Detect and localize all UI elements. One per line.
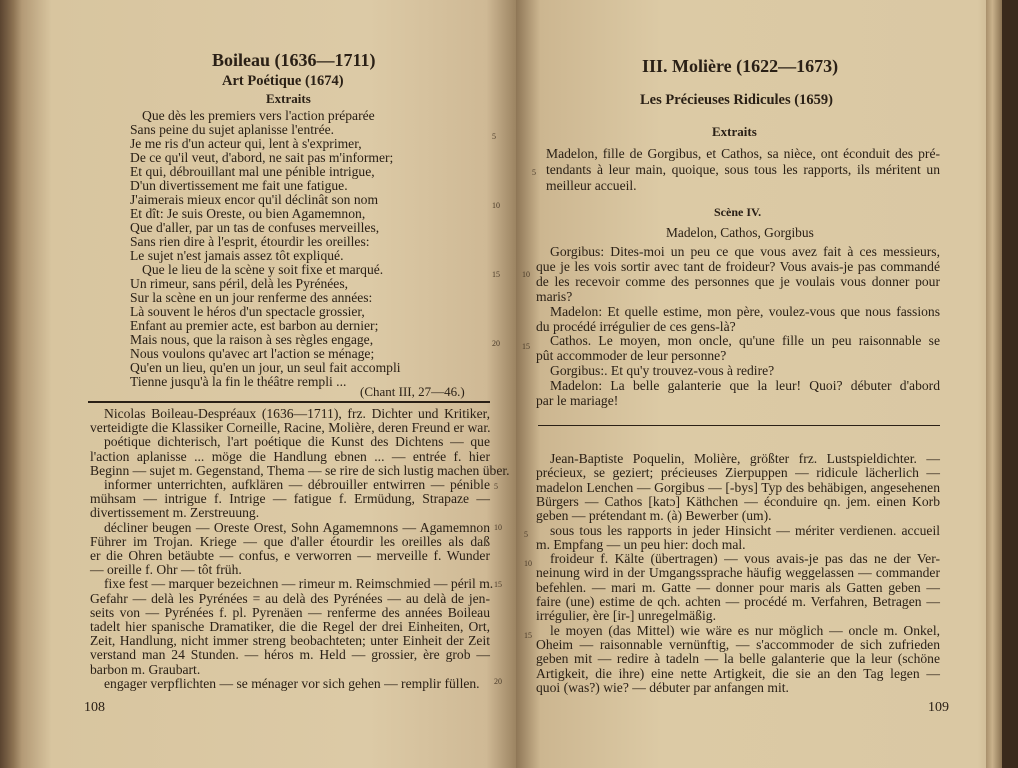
- dialogue-line: maris?: [536, 288, 573, 304]
- line-number: 5: [524, 530, 528, 539]
- line-number: 10: [492, 201, 500, 210]
- dialogue-line: Madelon: La belle galanterie que la leur! Quoi? débuter d'abord: [550, 378, 940, 394]
- line-number: 5: [494, 482, 498, 491]
- note-line: mühsam — intrigue f. Intrige — fatigue f. Ermüdung, Strapaze —: [90, 491, 490, 507]
- note-line: irrégulier, ère [ir-] unregelmäßig.: [536, 608, 716, 624]
- poem-line: Et qui, débrouillant mal une pénible intrigue,: [130, 164, 375, 179]
- characters: Madelon, Cathos, Gorgibus: [666, 225, 814, 240]
- poem-line: Que le lieu de la scène y soit fixe et marqué.: [142, 262, 384, 277]
- note-line: l'action aplanisse ... möge die Handlung ebnen ... — entrée f. hier: [90, 448, 490, 464]
- book-edge-left: [0, 0, 22, 768]
- dialogue-line: pût accommoder de leur personne?: [536, 348, 727, 364]
- note-line: Gefahr — delà les Pyrénées = au delà des Pyrénées — au delà de jen-: [90, 590, 490, 606]
- dialogue-line: Madelon: Et quelle estime, mon père, voulez-vous que nous fassions: [550, 303, 940, 319]
- dialogue-line: de les recevoir comme des personnes que je voulais vous donner pour: [536, 273, 940, 289]
- note-line: geben mit — redire à tadeln — la belle galanterie que la leur (schöne: [536, 651, 940, 667]
- dialogue-line: Cathos. Le moyen, mon oncle, qu'une fille un peu raisonnable se: [550, 333, 940, 349]
- note-line: Beginn — sujet m. Gegenstand, Thema — se rire de sich lustig machen über.: [90, 462, 510, 478]
- poem-line: Un rimeur, sans péril, delà les Pyrénées,: [130, 276, 349, 291]
- note-line: divertissement m. Zerstreuung.: [90, 505, 260, 521]
- note-line: tadelt hier spanische Dramatiker, die die Regel der drei Einheiten, Ort,: [90, 619, 490, 634]
- note-line: engager verpflichten — se ménager vor sich gehen — remplir füllen.: [104, 675, 480, 691]
- note-line: verstand man 24 Stunden. — héros m. Held — grossier, ère grob —: [90, 647, 490, 663]
- line-number: 20: [494, 677, 502, 686]
- note-line: — oreille f. Ohr — tôt früh.: [90, 562, 242, 578]
- note-line: madelon Lenchen — Gorgibus — [-bys] Typ des behäbigen, angesehenen: [536, 479, 940, 495]
- poem-line: Que d'aller, par un tas de confuses merveilles,: [130, 220, 380, 235]
- left-page-subtitle: Art Poétique (1674): [222, 73, 344, 89]
- note-line: faire (une) estime de qch. achten — procédé m. Verfahren, Betragen —: [536, 594, 940, 609]
- page-number: 109: [928, 700, 949, 715]
- line-number: 15: [492, 270, 500, 279]
- note-line: seits von — Pyrénées f. pl. Pyrenäen — renferme des années Boileau: [90, 604, 490, 620]
- note-line: décliner beugen — Oreste Orest, Sohn Agamemnons — Agamemnon: [104, 519, 490, 535]
- note-line: quoi (was?) wie? — débuter par anfangen mit.: [536, 679, 789, 695]
- note-line: Artigkeit, die ihre) eine nette Artigkeit, die sie an den Tag legen —: [536, 665, 940, 681]
- note-line: neinung wird in der Umgangssprache häufig weggelassen — commander: [536, 565, 940, 581]
- dialogue-line: Gorgibus: Dites-moi un peu ce que vous avez fait à ces messieurs,: [550, 244, 940, 259]
- dialogue-line: que je les vois sortir avec tant de froideur? Vous avais-je pas commandé: [536, 258, 940, 274]
- note-line: précieux, se geziert; précieuses Zierpuppen — ridicule lächerlich —: [536, 465, 940, 481]
- poem-line: Enfant au premier acte, est barbon au dernier;: [130, 318, 379, 333]
- divider: [538, 425, 940, 426]
- dialogue-line: Gorgibus:. Et qu'y trouvez-vous à redire?: [550, 363, 775, 379]
- note-line: befehlen. — mari m. Gatte — donner pour maris als Gatten geben —: [536, 579, 940, 595]
- note-line: Nicolas Boileau-Despréaux (1636—1711), frz. Dichter und Kritiker,: [104, 406, 490, 421]
- poem-line: Et dît: Je suis Oreste, ou bien Agamemnon,: [130, 206, 366, 221]
- divider: [88, 401, 490, 403]
- line-number: 10: [524, 559, 532, 568]
- note-line: geben — prétendant m. (à) Bewerber (um).: [536, 508, 772, 524]
- poem-line: Je me ris d'un acteur qui, lent à s'exprimer,: [130, 136, 362, 151]
- line-number: 5: [492, 132, 496, 141]
- poem-line: D'un divertissement me fait une fatigue.: [130, 178, 348, 193]
- poem-line: J'aimerais mieux encor qu'il déclinât son nom: [130, 192, 379, 207]
- line-number: 10: [494, 523, 502, 532]
- right-page: [516, 0, 1002, 768]
- note-line: er die Ohren betäubte — confus, e verworren — merveille f. Wunder: [90, 548, 490, 563]
- note-line: verteidigte die Klassiker Corneille, Racine, Molière, deren Freund er war.: [90, 420, 491, 436]
- note-line: barbon m. Graubart.: [90, 661, 201, 677]
- poem-line: Mais nous, que la raison à ses règles engage,: [130, 332, 374, 347]
- line-number: 10: [522, 270, 530, 279]
- poem-line: Nous voulons qu'avec art l'action se ménage;: [130, 346, 375, 361]
- line-number: 20: [492, 339, 500, 348]
- note-line: le moyen (das Mittel) wie wäre es nur möglich — oncle m. Onkel,: [550, 622, 940, 638]
- right-section-heading: Extraits: [712, 124, 757, 139]
- note-line: poétique dichterisch, l'art poétique die Kunst des Dichtens — que: [104, 434, 490, 450]
- citation: (Chant III, 27—46.): [360, 384, 465, 399]
- note-line: m. Empfang — un peu hier: doch mal.: [536, 536, 746, 552]
- note-line: Oheim — raisonnable vernünftig, — s'accommoder de sich zufrieden: [536, 636, 940, 652]
- line-number: 5: [532, 168, 536, 177]
- poem-line: Que dès les premiers vers l'action préparée: [142, 108, 375, 123]
- book-edge-right: [986, 0, 1002, 768]
- dialogue-line: du procédé irrégulier de ces gens-là?: [536, 318, 736, 334]
- note-line: Zeit, Handlung, nicht immer streng beobachteten; unter Einheit der Zeit: [90, 633, 490, 649]
- scene-heading: Scène IV.: [714, 205, 762, 219]
- line-number: 15: [494, 580, 502, 589]
- right-page-title: III. Molière (1622—1673): [642, 56, 839, 76]
- line-number: 15: [522, 342, 530, 351]
- note-line: sous tous les rapports in jeder Hinsicht — mériter verdienen. accueil: [550, 522, 940, 538]
- note-line: Bürgers — Cathos [katɔ] Käthchen — éconduire qn. jem. einen Korb: [536, 493, 940, 509]
- poem-line: Tienne jusqu'à la fin le théâtre rempli ...: [130, 374, 347, 389]
- left-page: [22, 0, 516, 768]
- intro-line: Madelon, fille de Gorgibus, et Cathos, sa nièce, ont éconduit des pré-: [546, 146, 940, 161]
- left-section-heading: Extraits: [266, 91, 311, 106]
- note-line: informer unterrichten, aufklären — débrouiller entwirren — pénible: [104, 477, 490, 492]
- note-line: Jean-Baptiste Poquelin, Molière, größter frz. Lustspieldichter. —: [550, 451, 940, 466]
- dialogue-line: par le mariage!: [536, 393, 619, 408]
- note-line: froideur f. Kälte (übertragen) — vous avais-je pas das ne der Ver-: [550, 551, 940, 567]
- left-page-title: Boileau (1636—1711): [212, 50, 376, 70]
- right-page-subtitle: Les Précieuses Ridicules (1659): [640, 92, 833, 108]
- poem-line: Sur la scène en un jour renferme des années:: [130, 290, 373, 305]
- poem-line: Le sujet n'est jamais assez tôt expliqué.: [130, 248, 344, 263]
- note-line: fixe fest — marquer bezeichnen — rimeur m. Reimschmied — péril m.: [104, 576, 494, 592]
- poem-line: De ce qu'il veut, d'abord, ne sait pas m'informer;: [130, 150, 394, 165]
- page-number: 108: [84, 700, 105, 715]
- poem-line: Sans rien dire à l'esprit, étourdir les oreilles:: [130, 234, 370, 249]
- note-line: Führer im Trojan. Kriege — que d'aller étourdir les oreilles als daß: [90, 533, 490, 549]
- intro-line: meilleur accueil.: [546, 178, 637, 193]
- intro-line: tendants à leur main, quoique, sous tous les rapports, ils méritent un: [546, 162, 940, 177]
- poem-line: Sans peine du sujet aplanisse l'entrée.: [130, 122, 335, 137]
- poem-line: Qu'en un lieu, qu'en un jour, un seul fait accompli: [130, 360, 401, 375]
- poem-line: Là souvent le héros d'un spectacle grossier,: [130, 304, 365, 319]
- line-number: 15: [524, 631, 532, 640]
